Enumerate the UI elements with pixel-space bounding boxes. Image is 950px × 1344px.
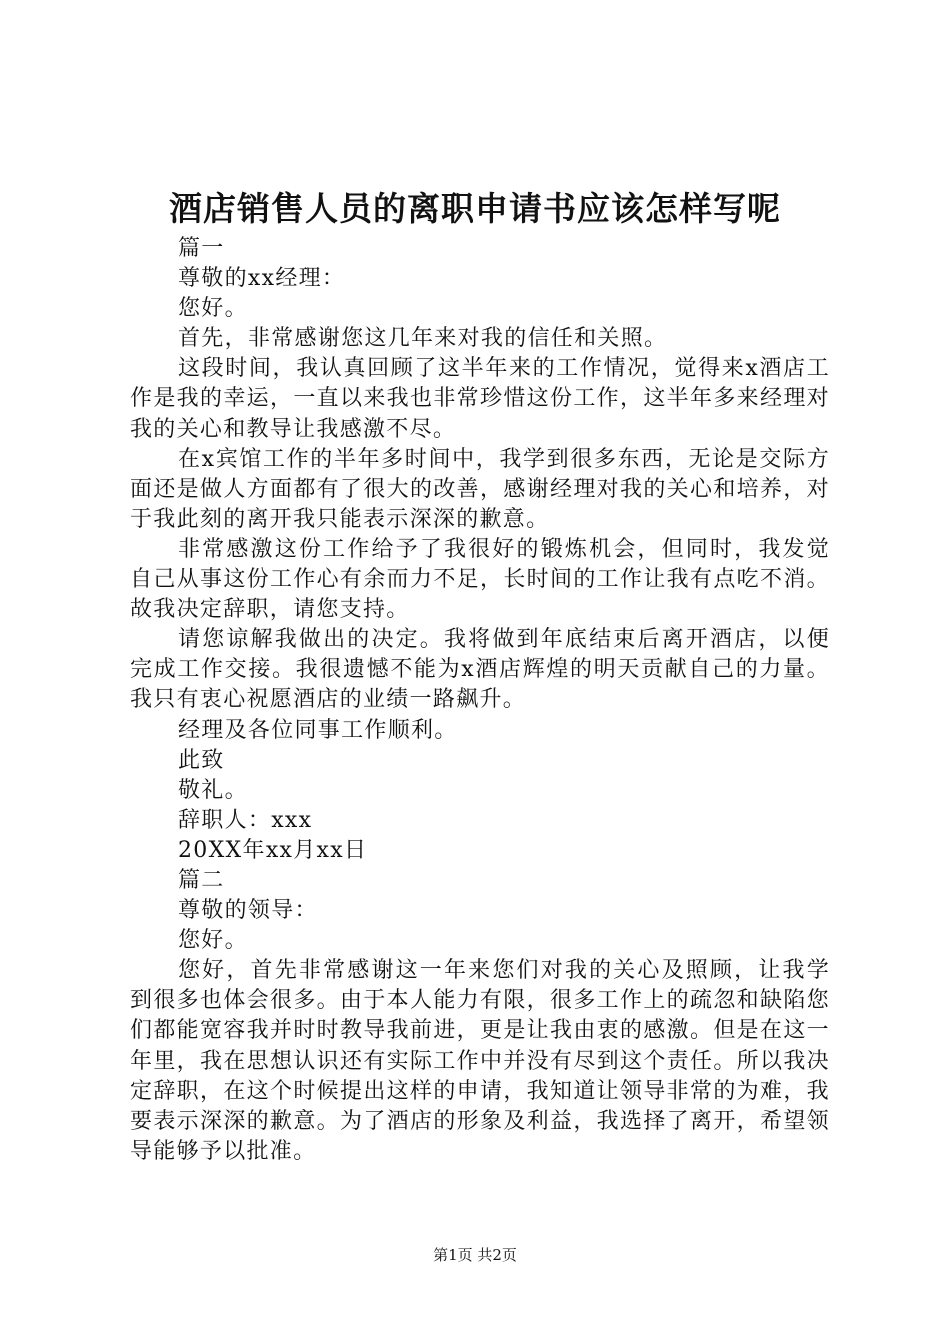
paragraph: 非常感激这份工作给予了我很好的锻炼机会，但同时，我发觉自己从事这份工作心有余而力不足，长时间的工作让我有点吃不消。故我决定辞职，请您支持。	[130, 536, 830, 623]
paragraph: 篇一	[178, 236, 225, 261]
paragraph: 您好。	[178, 928, 248, 954]
paragraph: 您好。	[178, 296, 248, 322]
paragraph: 20XX年xx月xx日	[178, 837, 368, 863]
paragraph: 辞职人：xxx	[178, 807, 313, 833]
paragraph: 请您谅解我做出的决定。我将做到年底结束后离开酒店，以便完成工作交接。我很遗憾不能为x酒店辉煌的明天贡献自己的力量。我只有衷心祝愿酒店的业绩一路飙升。	[130, 627, 830, 713]
paragraph: 这段时间，我认真回顾了这半年来的工作情况，觉得来x酒店工作是我的幸运，一直以来我也非常珍惜这份工作，这半年多来经理对我的关心和教导让我感激不尽。	[130, 356, 830, 442]
paragraph: 此致	[178, 747, 225, 773]
paragraph: 敬礼。	[178, 777, 248, 803]
paragraph: 尊敬的xx经理：	[178, 266, 346, 292]
paragraph: 您好，首先非常感谢这一年来您们对我的关心及照顾，让我学到很多也体会很多。由于本人能力有限，很多工作上的疏忽和缺陷您们都能宽容我并时时教导我前进，更是让我由衷的感激。但是在这一年里，我在思想认识还有实际工作中并没有尽到这个责任。所以我决定辞职，在这个时候提出这样的申请，我知道让领导非常的为难，我要表示深深的歉意。为了酒店的形象及利益，我选择了离开，希望领导能够予以批准。	[130, 958, 830, 1164]
paragraph: 首先，非常感谢您这几年来对我的信任和关照。	[178, 326, 668, 352]
paragraph: 尊敬的领导：	[178, 898, 318, 924]
document-title: 酒店销售人员的离职申请书应该怎样写呢	[169, 189, 781, 228]
paragraph: 经理及各位同事工作顺利。	[178, 717, 458, 743]
paragraph: 篇二	[178, 867, 225, 893]
paragraph: 在x宾馆工作的半年多时间中，我学到很多东西，无论是交际方面还是做人方面都有了很大的改善，感谢经理对我的关心和培养，对于我此刻的离开我只能表示深深的歉意。	[130, 446, 830, 532]
page-footer: 第1页 共2页	[433, 1246, 517, 1264]
document-body	[130, 234, 830, 1167]
